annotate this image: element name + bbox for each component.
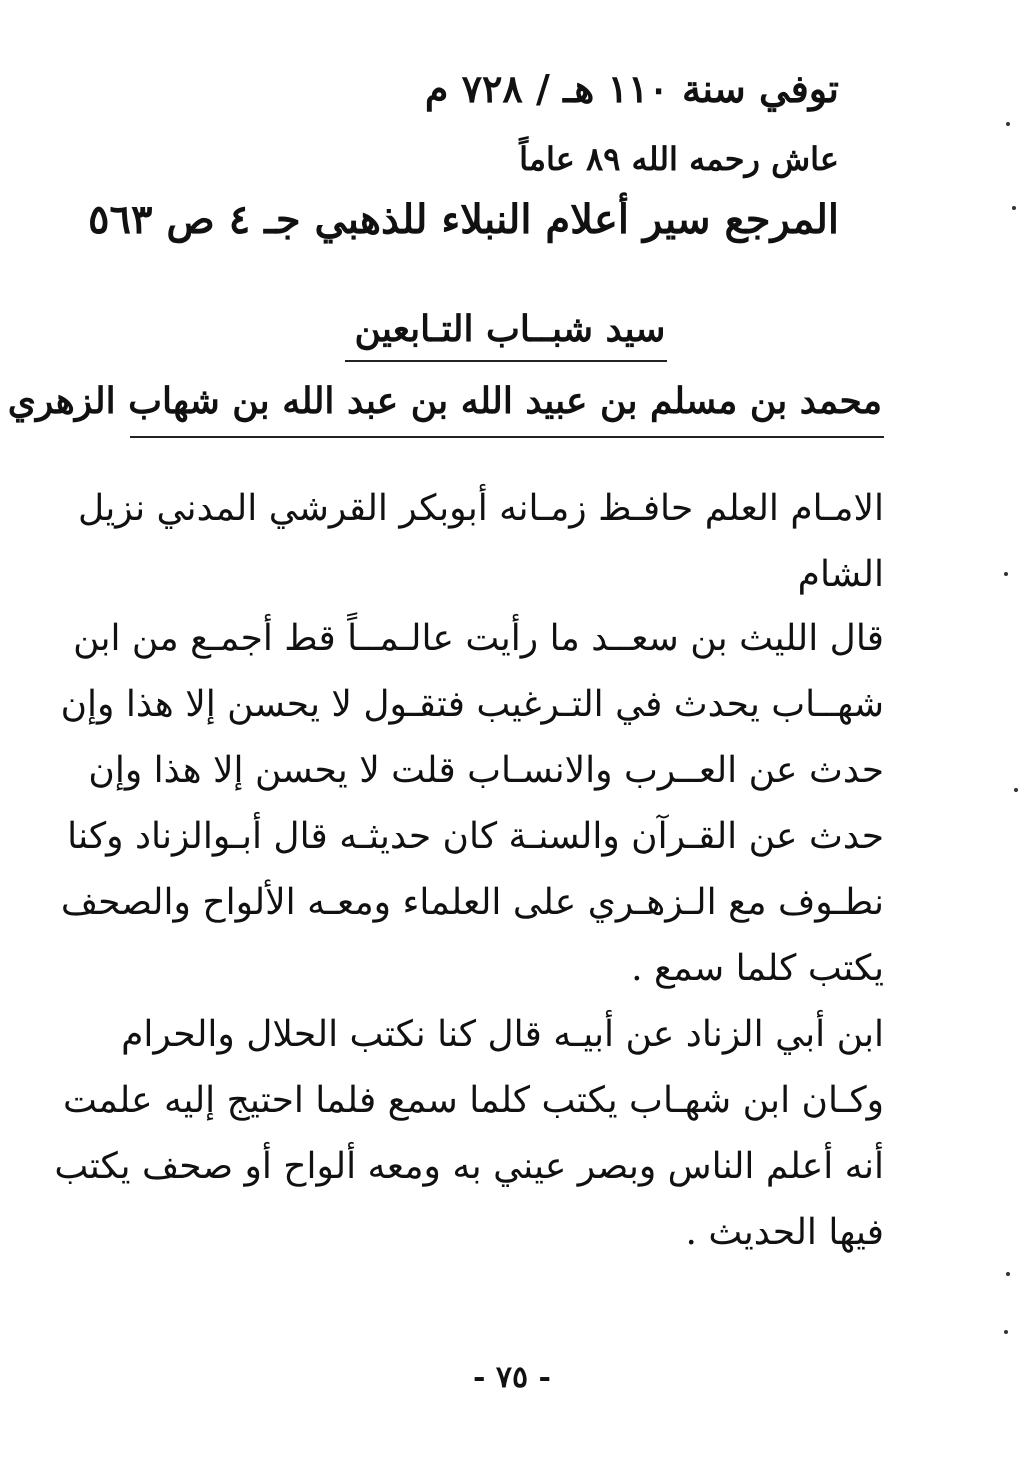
scan-speck [1006,1272,1010,1276]
paragraph-line: ابن أبي الزناد عن أبيـه قال كنا نكتب الحلال والحرام [121,1014,884,1055]
reference-line: المرجع سير أعلام النبلاء للذهبي جـ ٤ ص ٥٦٣ [88,196,839,243]
paragraph-line: يكتب كلما سمع . [631,948,884,989]
section-title: سيد شبــاب التـابعين [354,308,666,350]
subject-name: محمد بن مسلم بن عبيد الله بن عبد الله بن شهاب الزهري [7,380,882,422]
paragraph-line: الشام [797,554,884,595]
paragraph-line: نطـوف مع الـزهـري على العلماء ومعـه الألواح والصحف [60,882,884,923]
scan-speck [1014,788,1018,792]
paragraph-line: حدث عن القـرآن والسنـة كان حديثـه قال أبـوالزناد وكنا [67,816,884,857]
paragraph-line: فيها الحديث . [685,1212,884,1253]
scan-speck [1004,572,1008,576]
scan-speck [1006,122,1010,126]
title-underline [345,360,667,362]
paragraph-line: وكـان ابن شهـاب يكتب كلما سمع فلما احتيج إليه علمت [63,1080,884,1121]
name-underline [130,436,884,438]
paragraph-line: أنه أعلم الناس وبصر عيني به ومعه ألواح أو صحف يكتب [54,1146,884,1187]
death-date-line: توفي سنة ١١٠ هـ / ٧٢٨ م [424,66,839,111]
paragraph-line: حدث عن العــرب والانسـاب قلت لا يحسن إلا هذا وإن [88,750,884,791]
age-line: عاش رحمه الله ٨٩ عاماً [519,140,839,178]
scan-speck [1012,206,1016,210]
paragraph-line: قال الليث بن سعــد ما رأيت عالـمــاً قط أجمـع من ابن [73,618,884,659]
scan-speck [1004,1330,1008,1334]
paragraph-line: الامـام العلم حافـظ زمـانه أبوبكر القرشي المدني نزيل [77,488,884,529]
page-number: - ٧٥ - [472,1360,552,1395]
paragraph-line: شهــاب يحدث في التـرغيب فتقـول لا يحسن إلا هذا وإن [60,684,884,725]
